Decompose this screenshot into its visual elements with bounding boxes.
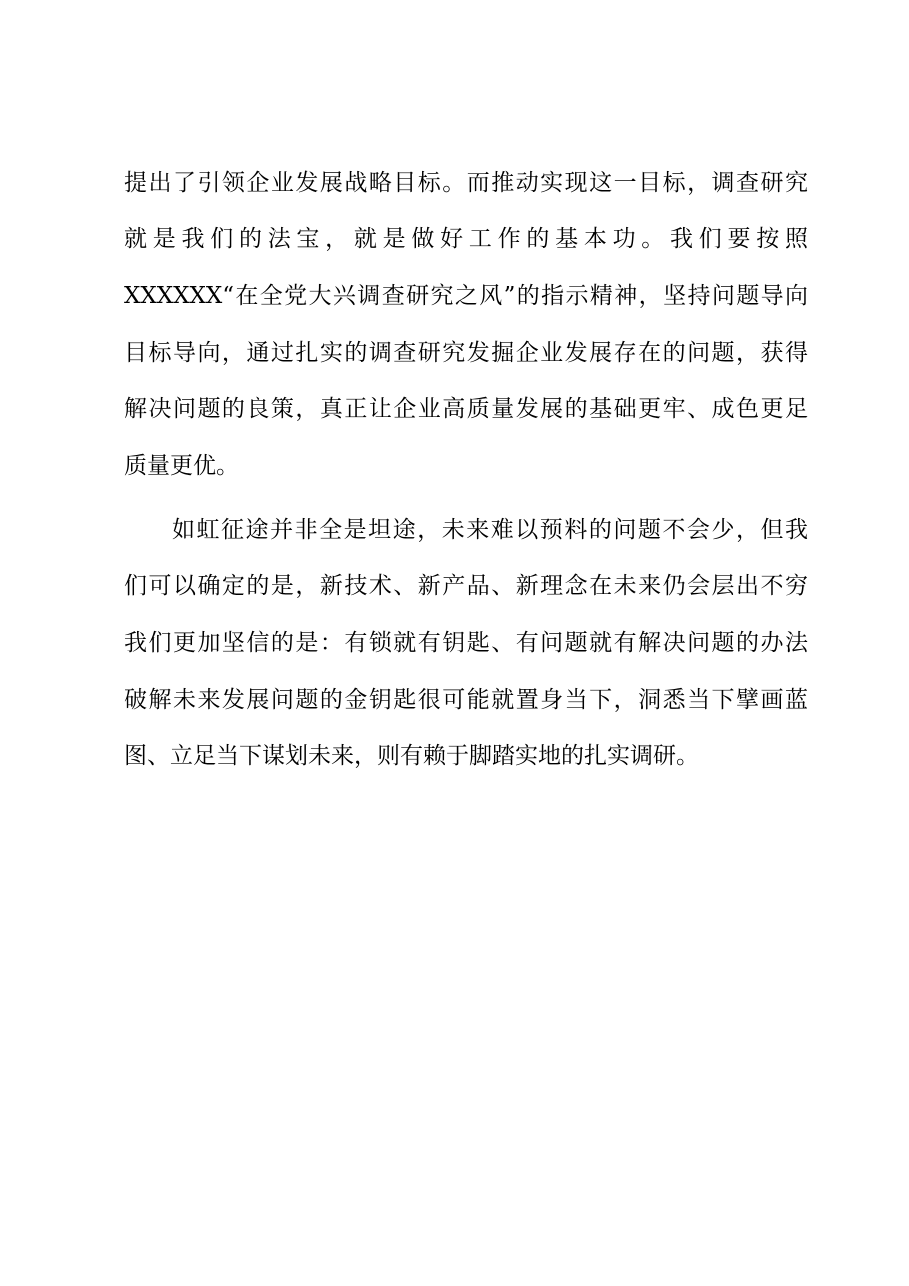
paragraph-line: 就是我们的法宝，就是做好工作的基本功。我们要按照 <box>124 226 808 252</box>
paragraph-line: 质量更优。 <box>124 453 239 479</box>
paragraph-line: 如虹征途并非全是坦途，未来难以预料的问题不会少，但我 <box>172 517 808 543</box>
paragraph-line: 破解未来发展问题的金钥匙很可能就置身当下，洞悉当下擘画蓝 <box>124 687 808 713</box>
paragraph-line: 目标导向，通过扎实的调查研究发掘企业发展存在的问题，获得 <box>124 340 808 366</box>
paragraph-line: 我们更加坚信的是：有锁就有钥匙、有问题就有解决问题的办法 <box>124 630 808 656</box>
paragraph-line: 解决问题的良策，真正让企业高质量发展的基础更牢、成色更足 <box>124 396 808 422</box>
paragraph-line: 们可以确定的是，新技术、新产品、新理念在未来仍会层出不穷 <box>124 573 808 599</box>
paragraph-line: XXXXXX“在全党大兴调查研究之风”的指示精神，坚持问题导向 <box>124 283 808 309</box>
paragraph-line: 提出了引领企业发展战略目标。而推动实现这一目标，调查研究 <box>124 170 808 196</box>
paragraph-line: 图、立足当下谋划未来，则有赖于脚踏实地的扎实调研。 <box>124 743 699 769</box>
